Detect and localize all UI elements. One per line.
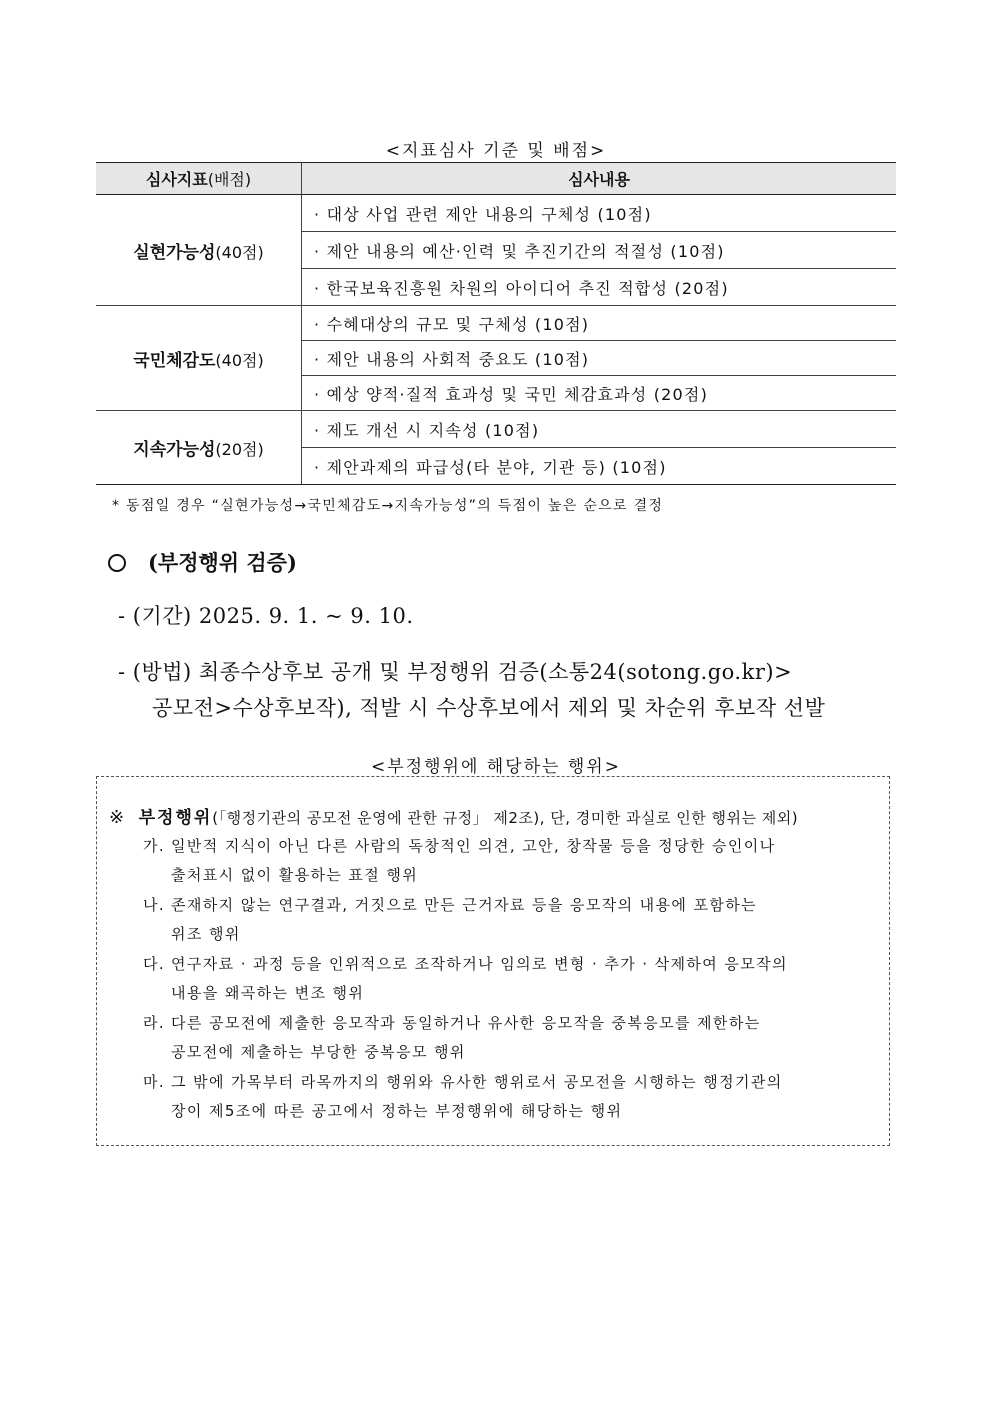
group-points: (20점)	[215, 440, 264, 459]
criteria-item: · 제안 내용의 예산·인력 및 추진기간의 적절성 (10점)	[302, 232, 897, 269]
misconduct-box	[96, 776, 890, 1146]
criteria-item: · 수혜대상의 규모 및 구체성 (10점)	[302, 306, 897, 341]
section-heading-text: (부정행위 검증)	[148, 550, 297, 575]
method-line-2: 공모전>수상후보작), 적발 시 수상후보에서 제외 및 차순위 후보작 선발	[152, 696, 826, 720]
criteria-item: · 예상 양적·질적 효과성 및 국민 체감효과성 (20점)	[302, 376, 897, 411]
table-row	[96, 306, 896, 341]
item-line-1: 존재하지 않는 연구결과, 거짓으로 만든 근거자료 등을 응모작의 내용에 포함하는	[171, 896, 758, 914]
misconduct-box-title: <부정행위에 해당하는 행위>	[371, 757, 621, 777]
item-label: 마.	[143, 1073, 166, 1091]
item-line-1: 연구자료 · 과정 등을 인위적으로 조작하거나 임의로 변형 · 추가 · 삭제하여 응모작의	[171, 955, 788, 973]
misconduct-heading	[109, 803, 798, 828]
criteria-table-title: <지표심사 기준 및 배점>	[385, 141, 607, 161]
section-heading	[108, 547, 297, 577]
misconduct-heading-bold: 부정행위	[138, 808, 213, 828]
period-line: - (기간) 2025. 9. 1. ~ 9. 10.	[118, 604, 414, 628]
table-row	[96, 411, 896, 448]
criteria-table	[96, 162, 896, 485]
list-item	[143, 832, 883, 890]
item-line-1: 일반적 지식이 아닌 다른 사람의 독창적인 의견, 고안, 창작물 등을 정당한 승인이나	[171, 837, 776, 855]
tie-break-note: * 동점일 경우 “실현가능성→국민체감도→지속가능성”의 득점이 높은 순으로 결정	[112, 498, 664, 514]
reference-mark-icon: ※	[109, 807, 125, 828]
list-item	[143, 891, 883, 949]
group-name: 실현가능성	[133, 242, 216, 263]
item-line-2: 공모전에 제출하는 부당한 중복응모 행위	[171, 1043, 466, 1061]
item-label: 나.	[143, 896, 166, 914]
item-label: 가.	[143, 837, 166, 855]
criteria-item: · 제안 내용의 사회적 중요도 (10점)	[302, 341, 897, 376]
header-criteria	[96, 163, 302, 195]
header-criteria-sub: (배점)	[207, 170, 252, 189]
criteria-item: · 제도 개선 시 지속성 (10점)	[302, 411, 897, 448]
item-line-2: 내용을 왜곡하는 변조 행위	[171, 984, 365, 1002]
item-line-1: 그 밖에 가목부터 라목까지의 행위와 유사한 행위로서 공모전을 시행하는 행정기관의	[171, 1073, 783, 1091]
list-item	[143, 1009, 883, 1067]
criteria-item: · 대상 사업 관련 제안 내용의 구체성 (10점)	[302, 195, 897, 232]
item-label: 라.	[143, 1014, 166, 1032]
criteria-item: · 한국보육진흥원 차원의 아이디어 추진 적합성 (20점)	[302, 269, 897, 306]
table-row	[96, 195, 896, 232]
criteria-item: · 제안과제의 파급성(타 분야, 기관 등) (10점)	[302, 448, 897, 485]
misconduct-heading-rest: (「행정기관의 공모전 운영에 관한 규정」 제2조), 단, 경미한 과실로 인한 행위는 제외)	[212, 809, 799, 827]
group-label	[96, 306, 302, 411]
item-line-2: 장이 제5조에 따른 공고에서 정하는 부정행위에 해당하는 행위	[171, 1102, 623, 1120]
group-label	[96, 195, 302, 306]
list-item	[143, 1068, 883, 1126]
hollow-circle-icon	[108, 554, 126, 572]
group-name: 지속가능성	[133, 440, 216, 460]
list-item	[143, 950, 883, 1008]
item-label: 다.	[143, 955, 166, 973]
header-criteria-main: 심사지표	[145, 170, 208, 189]
item-line-1: 다른 공모전에 제출한 응모작과 동일하거나 유사한 응모작을 중복응모를 제한하는	[171, 1014, 761, 1032]
item-line-2: 출처표시 없이 활용하는 표절 행위	[171, 866, 419, 884]
group-label	[96, 411, 302, 485]
group-points: (40점)	[215, 350, 264, 370]
header-content: 심사내용	[302, 163, 897, 195]
group-points: (40점)	[215, 242, 264, 262]
item-line-2: 위조 행위	[171, 925, 241, 943]
method-line-1: - (방법) 최종수상후보 공개 및 부정행위 검증(소통24(sotong.go.kr)>	[118, 660, 793, 684]
table-header-row	[96, 163, 896, 195]
group-name: 국민체감도	[133, 350, 216, 371]
